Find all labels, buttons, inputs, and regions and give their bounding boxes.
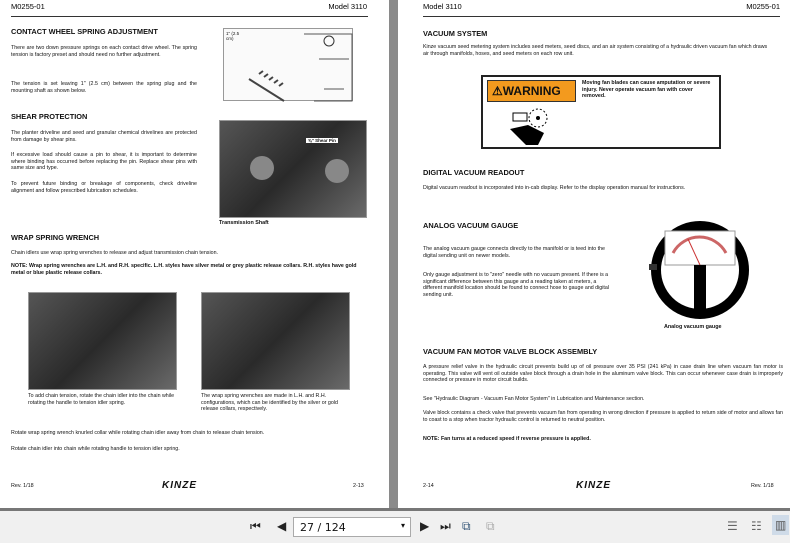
note: NOTE: Fan turns at a reduced speed if reverse pressure is applied. <box>423 436 591 442</box>
heading: WRAP SPRING WRENCH <box>11 233 100 242</box>
doc-id: M0255-01 <box>11 2 45 11</box>
paragraph: A pressure relief valve in the hydraulic circuit prevents build up of oil pressure over 35 PSI (241 kPa) in case drain line when vacuum fan motor is operating. This valve will vent oil outside valve block through a drain hole in the aluminum valve block. This can occur whenever case drain is improperly connected or pressure in motor circuit builds. <box>423 364 783 384</box>
kinze-logo: KINZE <box>162 480 197 491</box>
revision: Rev. 1/18 <box>11 483 34 489</box>
note: NOTE: Wrap spring wrenches are L.H. and R.H. specific. L.H. styles have silver metal or grey plastic release collars. R.H. styles have gold metal or blue plastic release collars. <box>11 263 357 276</box>
heading: CONTACT WHEEL SPRING ADJUSTMENT <box>11 27 158 36</box>
paragraph: Rotate wrap spring wrench knurled collar while rotating chain idler away from chain to release chain tension. <box>11 430 265 436</box>
paragraph: See "Hydraulic Diagram - Vacuum Fan Motor System" in Lubrication and Maintenance section. <box>423 396 645 402</box>
model: Model 3110 <box>328 2 367 11</box>
fan-hazard-icon <box>508 105 553 147</box>
warning-triangle-icon: ⚠ <box>492 84 503 98</box>
next-page-button[interactable]: ▶ <box>420 519 430 533</box>
page-number: 2-13 <box>353 483 364 489</box>
photo-caption: Transmission Shaft <box>219 220 269 226</box>
vacuum-gauge-image <box>638 217 758 321</box>
header-rule <box>423 16 780 17</box>
paragraph: Digital vacuum readout is incorporated into in-cab display. Refer to the display operation manual for instructions. <box>423 185 686 191</box>
paragraph: The tension is set leaving 1" (2.5 cm) between the spring plug and the mounting shaft as shown below. <box>11 81 197 94</box>
heading: SHEAR PROTECTION <box>11 112 88 121</box>
paragraph: Valve block contains a check valve that prevents vacuum fan from operating in wrong direction if pressure is applied to return side of motor and allows fan to coast to a stop when tractor hydraulic control is returned to neutral position. <box>423 410 783 423</box>
paragraph: If excessive load should cause a pin to shear, it is important to determine where binding has occurred before replacing the pin. Replace shear pins with same size and type. <box>11 152 197 172</box>
shear-pin-label: ⅝" Shear Pin <box>308 138 336 143</box>
sprocket <box>250 156 274 180</box>
wrench-photo-right <box>201 292 350 390</box>
heading: VACUUM SYSTEM <box>423 29 488 38</box>
warning-text: Moving fan blades can cause amputation or severe injury. Never operate vacuum fan with cover removed. <box>582 80 711 100</box>
go-forward-view-icon[interactable]: ⧉ <box>486 519 495 533</box>
revision: Rev. 1/18 <box>751 483 774 489</box>
viewer-toolbar <box>0 508 790 543</box>
sprocket <box>325 159 349 183</box>
paragraph: Rotate chain idler into chain while rotating handle to tension idler spring. <box>11 446 180 452</box>
paragraph: Kinze vacuum seed metering system includes seed meters, seed discs, and an air system consisting of a hydraulic driven vacuum fan which draws air through manifolds, hoses, and seed meters on each row unit. <box>423 44 768 57</box>
continuous-view-icon[interactable]: ☷ <box>751 519 762 533</box>
page-number: 2-14 <box>423 483 434 489</box>
heading: DIGITAL VACUUM READOUT <box>423 168 525 177</box>
paragraph: The planter driveline and seed and granular chemical drivelines are protected from damage by shear pins. <box>11 130 197 143</box>
warning-label <box>487 80 576 102</box>
last-page-button[interactable]: ⏭ <box>440 519 451 533</box>
page-number-text[interactable]: 27 / 124 <box>300 521 346 534</box>
heading: ANALOG VACUUM GAUGE <box>423 221 519 230</box>
page-number-field[interactable] <box>293 517 411 537</box>
warning-label-text: WARNING <box>502 84 561 98</box>
diagram-label: 1" (2.5 cm) <box>226 31 240 41</box>
go-back-view-icon[interactable]: ⧉ <box>462 519 471 533</box>
left-page <box>0 0 389 508</box>
paragraph: Only gauge adjustment is to "zero" needle with no vacuum present. If there is a significant difference between this gauge and a reading taken at meters, a different manifold location should be found to connect hose to gauge and digital sending unit. <box>423 272 610 298</box>
transmission-photo <box>219 120 367 218</box>
first-page-button[interactable]: ⏮ <box>250 519 261 533</box>
paragraph: There are two down pressure springs on each contact drive wheel. The spring tension is factory preset and should need no further adjustment. <box>11 45 197 58</box>
doc-id: M0255-01 <box>746 2 780 11</box>
paragraph: Chain idlers use wrap spring wrenches to release and adjust transmission chain tension. <box>11 250 218 256</box>
heading: VACUUM FAN MOTOR VALVE BLOCK ASSEMBLY <box>423 347 598 356</box>
caption-left: To add chain tension, rotate the chain idler into the chain while rotating the handle to tension idler spring. <box>28 393 175 406</box>
right-page <box>398 0 790 508</box>
model: Model 3110 <box>423 2 462 11</box>
single-page-view-icon[interactable]: ☰ <box>727 519 738 533</box>
header-rule <box>11 16 368 17</box>
spring-diagram <box>223 28 353 101</box>
warning-box <box>481 75 721 149</box>
kinze-logo: KINZE <box>576 480 611 491</box>
caption-right: The wrap spring wrenches are made in L.H. and R.H. configurations, which can be identified by the silver or gold release collars, respectively. <box>201 393 338 413</box>
facing-pages-view-icon[interactable]: ▥ <box>772 515 789 535</box>
previous-page-button[interactable]: ◀ <box>277 519 287 533</box>
gauge-caption: Analog vacuum gauge <box>664 324 722 330</box>
paragraph: The analog vacuum gauge connects directly to the manifold or is teed into the digital sending unit on newer models. <box>423 246 605 259</box>
paragraph: To prevent future binding or breakage of components, check driveline alignment and follow prescribed lubrication schedules. <box>11 181 197 194</box>
page-dropdown-icon[interactable]: ▾ <box>400 521 405 530</box>
wrench-photo-left <box>28 292 177 390</box>
